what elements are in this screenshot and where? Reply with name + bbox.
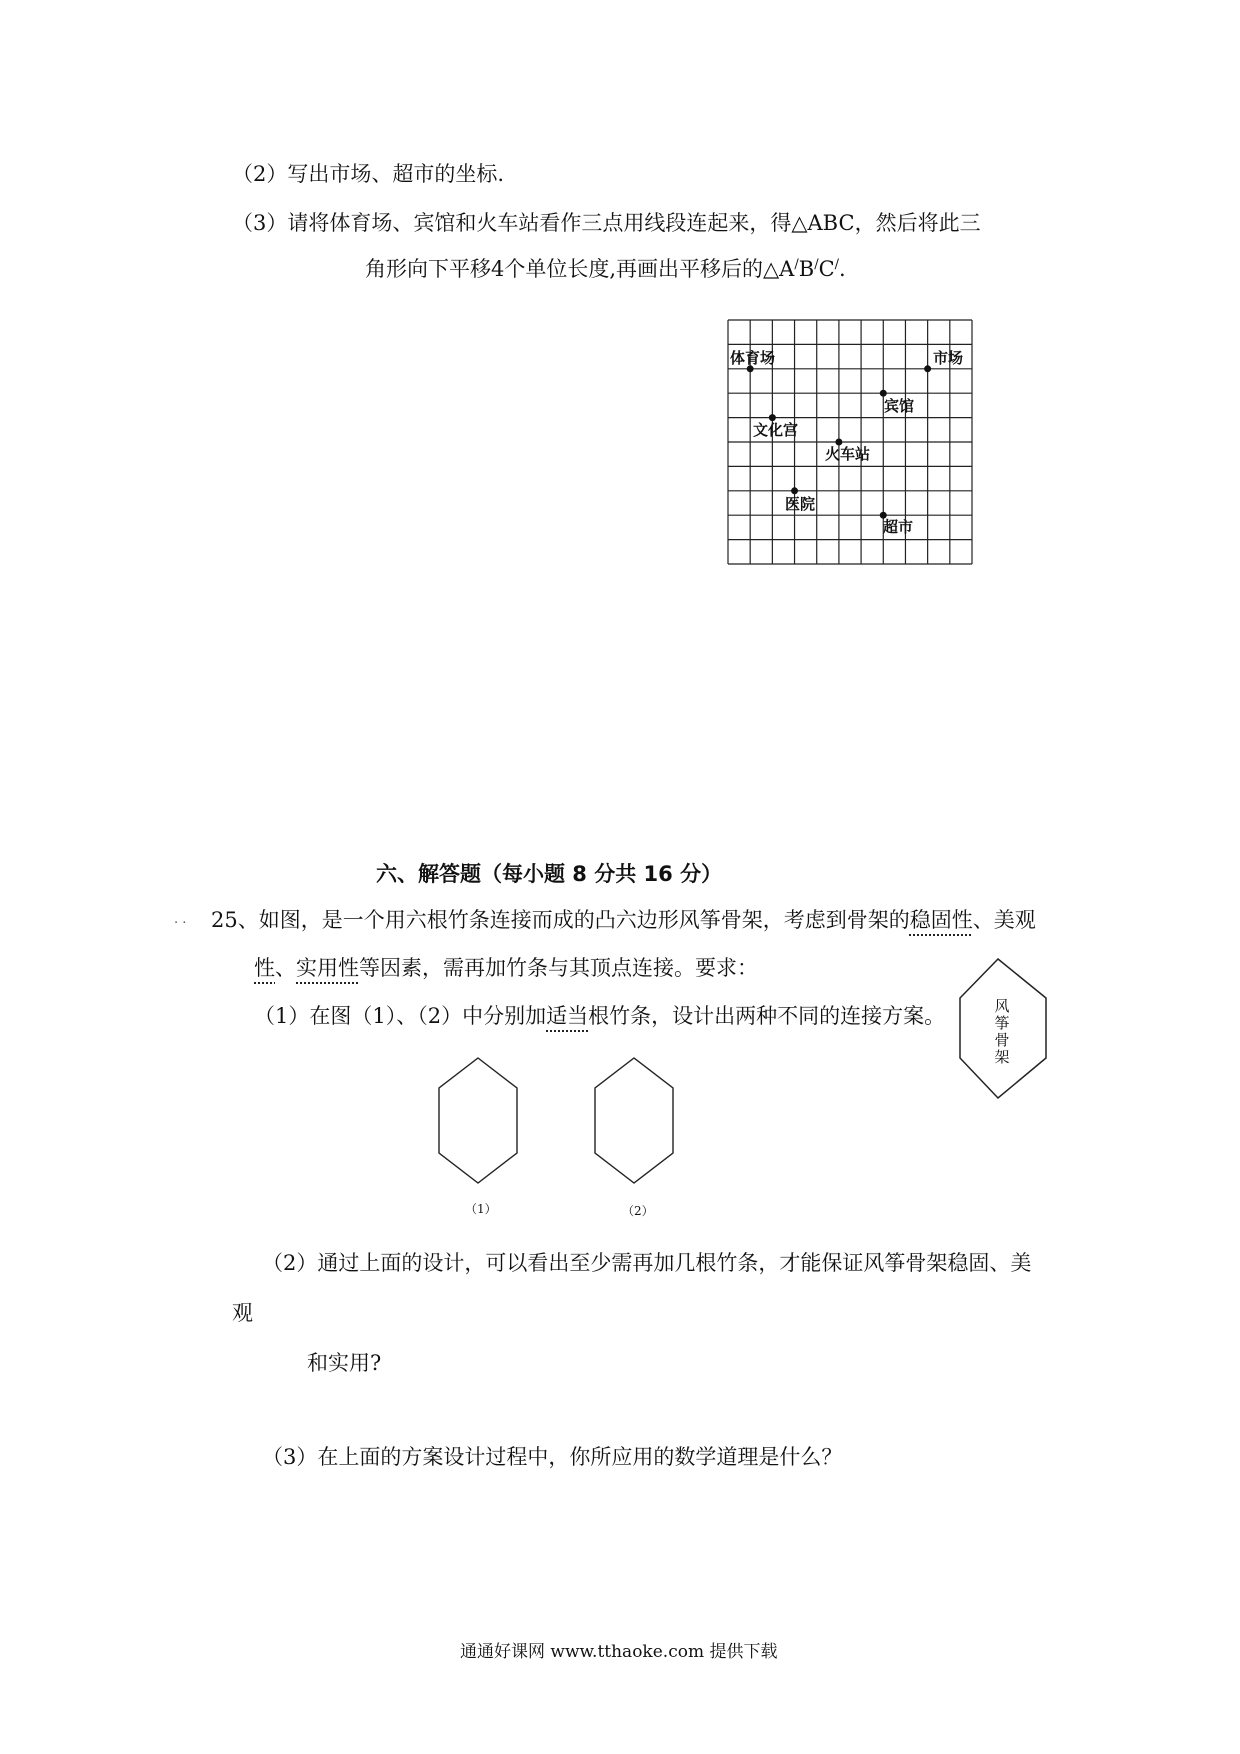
- label-stadium: 体育场: [730, 349, 776, 367]
- q25-part1: [254, 1006, 945, 1027]
- prime-mark: /: [794, 257, 799, 272]
- q24-part3-line2: [365, 259, 846, 280]
- q25-intro-line2: [254, 958, 758, 979]
- label-supermarket: 超市: [883, 518, 914, 536]
- point-hospital: [791, 487, 798, 494]
- q24-part2: （2）写出市场、超市的坐标.: [232, 162, 505, 186]
- q25-part2-line1: （2）通过上面的设计，可以看出至少需再加几根竹条，才能保证风筝骨架稳固、美: [262, 1251, 1032, 1275]
- label-market: 市场: [933, 349, 964, 367]
- emphasis-beauty: 美观: [993, 908, 1036, 932]
- label-hospital: 医院: [785, 495, 816, 513]
- kite-label: 风筝骨架: [994, 997, 1010, 1066]
- q25-separator: 、: [275, 956, 296, 980]
- q25-requirement-text: 等因素，需再加竹条与其顶点连接。要求：: [359, 956, 758, 980]
- emphasis-appropriate: 适当: [546, 1004, 589, 1028]
- q24-period: .: [839, 257, 846, 281]
- hexagon-2: [595, 1058, 673, 1183]
- q25-part1-text-end: 根竹条，设计出两种不同的连接方案。: [588, 1004, 946, 1028]
- q25-part1-text: （1）在图（1）、（2）中分别加: [254, 1004, 547, 1028]
- hexagon-1: [439, 1058, 517, 1183]
- scan-dots: . .: [174, 912, 187, 927]
- q24-vertex-b: B: [798, 257, 815, 281]
- point-market: [924, 365, 931, 372]
- point-hotel: [880, 390, 887, 397]
- q24-vertex-c: C: [818, 257, 835, 281]
- figure-caption-2: （2）: [622, 1204, 654, 1218]
- hexagon-figure-2: [592, 1056, 676, 1186]
- label-culture-palace: 文化宫: [753, 421, 799, 439]
- q25-intro-text: 25、如图，是一个用六根竹条连接而成的凸六边形风筝骨架，考虑到骨架的: [211, 908, 910, 932]
- emphasis-practicality: 实用性: [296, 956, 359, 980]
- q25-part3: （3）在上面的方案设计过程中，你所应用的数学道理是什么？: [262, 1445, 843, 1469]
- q25-separator: 、: [972, 908, 994, 932]
- prime-mark: /: [834, 257, 840, 272]
- label-hotel: 宾馆: [884, 397, 915, 415]
- coordinate-grid-map: [726, 318, 1002, 566]
- emphasis-xing: 性: [254, 956, 275, 980]
- hexagon-figure-1: [436, 1056, 520, 1186]
- q24-part3-line1: （3）请将体育场、宾馆和火车站看作三点用线段连起来，得△ABC，然后将此三: [232, 211, 981, 235]
- q25-part2-line3: 和实用?: [307, 1351, 382, 1375]
- figure-caption-1: （1）: [465, 1202, 497, 1216]
- emphasis-stability: 稳固性: [909, 908, 973, 932]
- q24-part3-line2-text: 角形向下平移4个单位长度,再画出平移后的△A: [365, 257, 795, 281]
- prime-mark: /: [814, 257, 819, 272]
- section-heading: 六、解答题（每小题 8 分共 16 分）: [376, 862, 723, 886]
- q25-part2-line2: 观: [232, 1301, 253, 1325]
- label-train-station: 火车站: [825, 445, 871, 463]
- footer-source: 通通好课网 www.tthaoke.com 提供下载: [460, 1642, 778, 1662]
- q25-intro: [211, 910, 1036, 931]
